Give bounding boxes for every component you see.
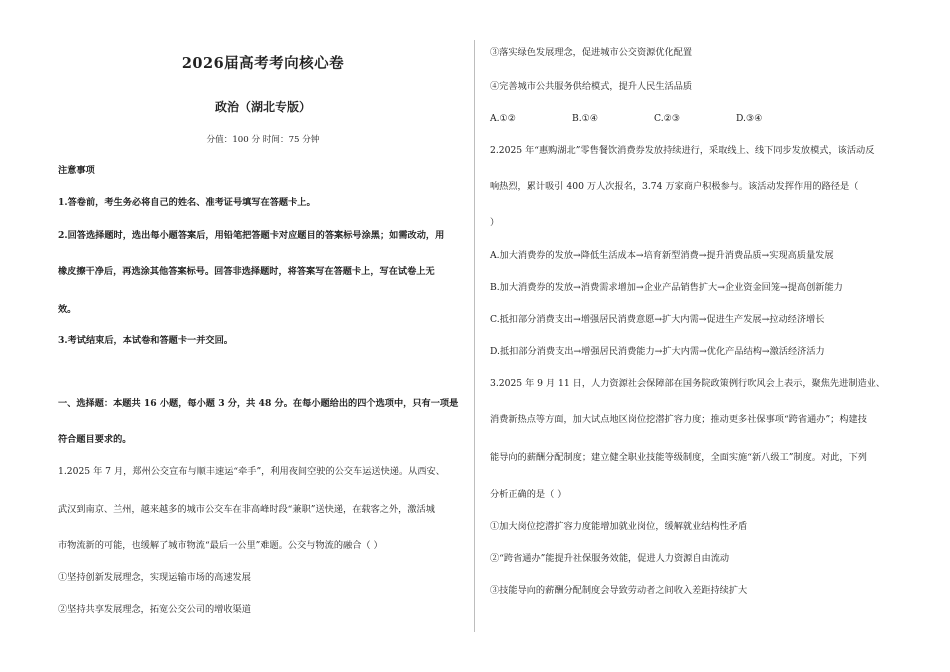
page-subtitle: 政治（湖北专版） [214, 100, 311, 114]
notice-line: 3.考试结束后，本试卷和答题卡一并交回。 [58, 335, 233, 346]
question-stem: 2.2025 年“惠购湖北”零售餐饮消费券发放持续进行，采取线上、线下同步发放模式，该活动反 [490, 145, 875, 156]
notice-line: 效。 [58, 304, 77, 315]
exam-meta: 分值：100 分 时间：75 分钟 [206, 135, 320, 145]
option-b: B.加大消费券的发放→消费需求增加→企业产品销售扩大→企业资金回笼→提高创新能力 [490, 282, 843, 293]
question-item: ①坚持创新发展理念，实现运输市场的高速发展 [58, 572, 251, 583]
question-stem: 市物流新的可能，也缓解了城市物流“最后一公里”难题。公交与物流的融合（ ） [58, 540, 383, 551]
question-item: ③技能导向的薪酬分配制度会导致劳动者之间收入差距持续扩大 [490, 585, 748, 596]
option-d: D.抵扣部分消费支出→增强居民消费能力→扩大内需→优化产品结构→激活经济活力 [490, 346, 825, 357]
notice-line: 1.答卷前，考生务必将自己的姓名、准考证号填写在答题卡上。 [58, 197, 316, 208]
column-divider [474, 40, 475, 632]
question-item: ②“跨省通办”能提升社保服务效能，促进人力资源自由流动 [490, 553, 730, 564]
section-heading-cont: 符合题目要求的。 [58, 434, 132, 445]
question-stem: ） [490, 217, 500, 228]
question-stem: 消费新热点等方面，加大试点地区岗位挖潜扩容力度；推动更多社保事项“跨省通办”；构建技 [490, 414, 867, 425]
page-title: 2026届高考考向核心卷 [181, 55, 345, 72]
question-item: ④完善城市公共服务供给模式，提升人民生活品质 [490, 81, 693, 92]
section-heading: 一、选择题：本题共 16 小题，每小题 3 分，共 48 分。在每小题给出的四个选项中，只有一项是 [58, 398, 459, 409]
notice-line: 橡皮擦干净后，再选涂其他答案标号。回答非选择题时，将答案写在答题卡上，写在试卷上无 [58, 266, 435, 277]
question-stem: 能导向的薪酬分配制度；建立健全职业技能等级制度，全面实施“新八级工”制度。对此，下列 [490, 452, 867, 463]
option-a: A.加大消费券的发放→降低生活成本→培育新型消费→提升消费品质→实现高质量发展 [490, 250, 834, 261]
answer-options [490, 113, 762, 125]
notice-heading: 注意事项 [58, 165, 95, 176]
question-stem: 武汉到南京、兰州，越来越多的城市公交车在非高峰时段“兼职”送快递，在载客之外，激活城 [58, 504, 435, 515]
notice-line: 2.回答选择题时，选出每小题答案后，用铅笔把答题卡对应题目的答案标号涂黑；如需改动，用 [58, 230, 445, 241]
question-stem: 3.2025 年 9 月 11 日，人力资源社会保障部在国务院政策例行吹风会上表示，聚焦先进制造业、 [490, 378, 886, 389]
option-d: D.③④ [736, 113, 763, 124]
option-c: C.抵扣部分消费支出→增强居民消费意愿→扩大内需→促进生产发展→拉动经济增长 [490, 314, 825, 325]
question-stem: 响热烈，累计吸引 400 万人次报名，3.74 万家商户积极参与。该活动发挥作用的路径是（ [490, 181, 859, 192]
question-item: ②坚持共享发展理念，拓宽公交公司的增收渠道 [58, 604, 251, 615]
question-stem: 分析正确的是（ ） [490, 489, 567, 500]
option-a: A.①② [490, 113, 517, 124]
option-c: C.②③ [654, 113, 681, 124]
question-item: ①加大岗位挖潜扩容力度能增加就业岗位，缓解就业结构性矛盾 [490, 521, 748, 532]
option-b: B.①④ [572, 113, 599, 124]
question-stem: 1.2025 年 7 月，郑州公交宣布与顺丰速运“牵手”，利用夜间空驶的公交车运送快递。从西安、 [58, 466, 445, 477]
question-item: ③落实绿色发展理念，促进城市公交资源优化配置 [490, 47, 693, 58]
